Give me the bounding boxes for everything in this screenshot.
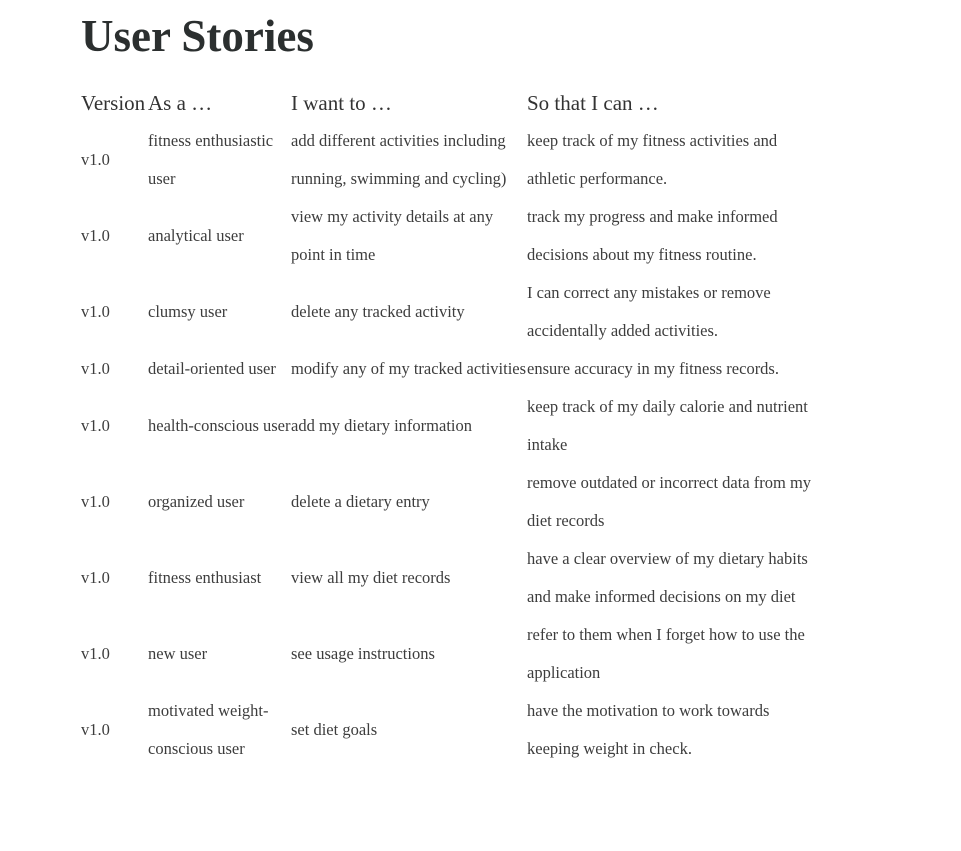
cell-version: v1.0	[81, 568, 110, 587]
header-version: Version	[81, 90, 146, 115]
cell-so-that: ensure accuracy in my fitness records.	[527, 359, 779, 378]
table-row	[81, 274, 812, 350]
header-role: As a …	[148, 90, 213, 115]
table-row	[81, 122, 812, 198]
table-row	[81, 388, 812, 464]
cell-role: health-conscious user	[148, 416, 291, 435]
cell-want: set diet goals	[291, 720, 378, 739]
table-row	[81, 540, 812, 616]
cell-version: v1.0	[81, 492, 110, 511]
header-want: I want to …	[291, 90, 392, 115]
cell-so-that: refer to them when I forget how to use the application	[527, 625, 805, 682]
cell-want: delete any tracked activity	[291, 302, 465, 321]
cell-version: v1.0	[81, 150, 110, 169]
cell-role: motivated weight-conscious user	[148, 701, 269, 758]
cell-role: organized user	[148, 492, 245, 511]
table-row	[81, 350, 812, 388]
cell-version: v1.0	[81, 302, 110, 321]
table-row	[81, 616, 812, 692]
cell-so-that: have a clear overview of my dietary habits and make informed decisions on my diet	[527, 549, 808, 606]
cell-want: modify any of my tracked activities	[291, 359, 527, 378]
table-header-row	[81, 84, 812, 122]
cell-version: v1.0	[81, 416, 110, 435]
cell-version: v1.0	[81, 720, 110, 739]
cell-so-that: I can correct any mistakes or remove accidentally added activities.	[527, 283, 771, 340]
cell-version: v1.0	[81, 644, 110, 663]
cell-so-that: keep track of my daily calorie and nutrient intake	[527, 397, 808, 454]
header-so-that: So that I can …	[527, 90, 659, 115]
cell-want: add my dietary information	[291, 416, 472, 435]
page-title: User Stories	[81, 11, 314, 61]
cell-role: clumsy user	[148, 302, 228, 321]
user-stories-table	[81, 84, 812, 768]
table-row	[81, 464, 812, 540]
cell-role: new user	[148, 644, 208, 663]
cell-want: view all my diet records	[291, 568, 451, 587]
cell-so-that: track my progress and make informed decisions about my fitness routine.	[527, 207, 778, 264]
cell-want: delete a dietary entry	[291, 492, 430, 511]
cell-role: fitness enthusiast	[148, 568, 262, 587]
cell-so-that: have the motivation to work towards keeping weight in check.	[527, 701, 770, 758]
cell-version: v1.0	[81, 359, 110, 378]
cell-want: add different activities including running, swimming and cycling)	[291, 131, 507, 188]
cell-version: v1.0	[81, 226, 110, 245]
cell-role: fitness enthusiastic user	[148, 131, 274, 188]
cell-want: view my activity details at any point in time	[291, 207, 494, 264]
table-row	[81, 692, 812, 768]
cell-so-that: remove outdated or incorrect data from my diet records	[527, 473, 812, 530]
cell-role: analytical user	[148, 226, 244, 245]
cell-so-that: keep track of my fitness activities and athletic performance.	[527, 131, 778, 188]
cell-role: detail-oriented user	[148, 359, 276, 378]
cell-want: see usage instructions	[291, 644, 435, 663]
table-row	[81, 198, 812, 274]
